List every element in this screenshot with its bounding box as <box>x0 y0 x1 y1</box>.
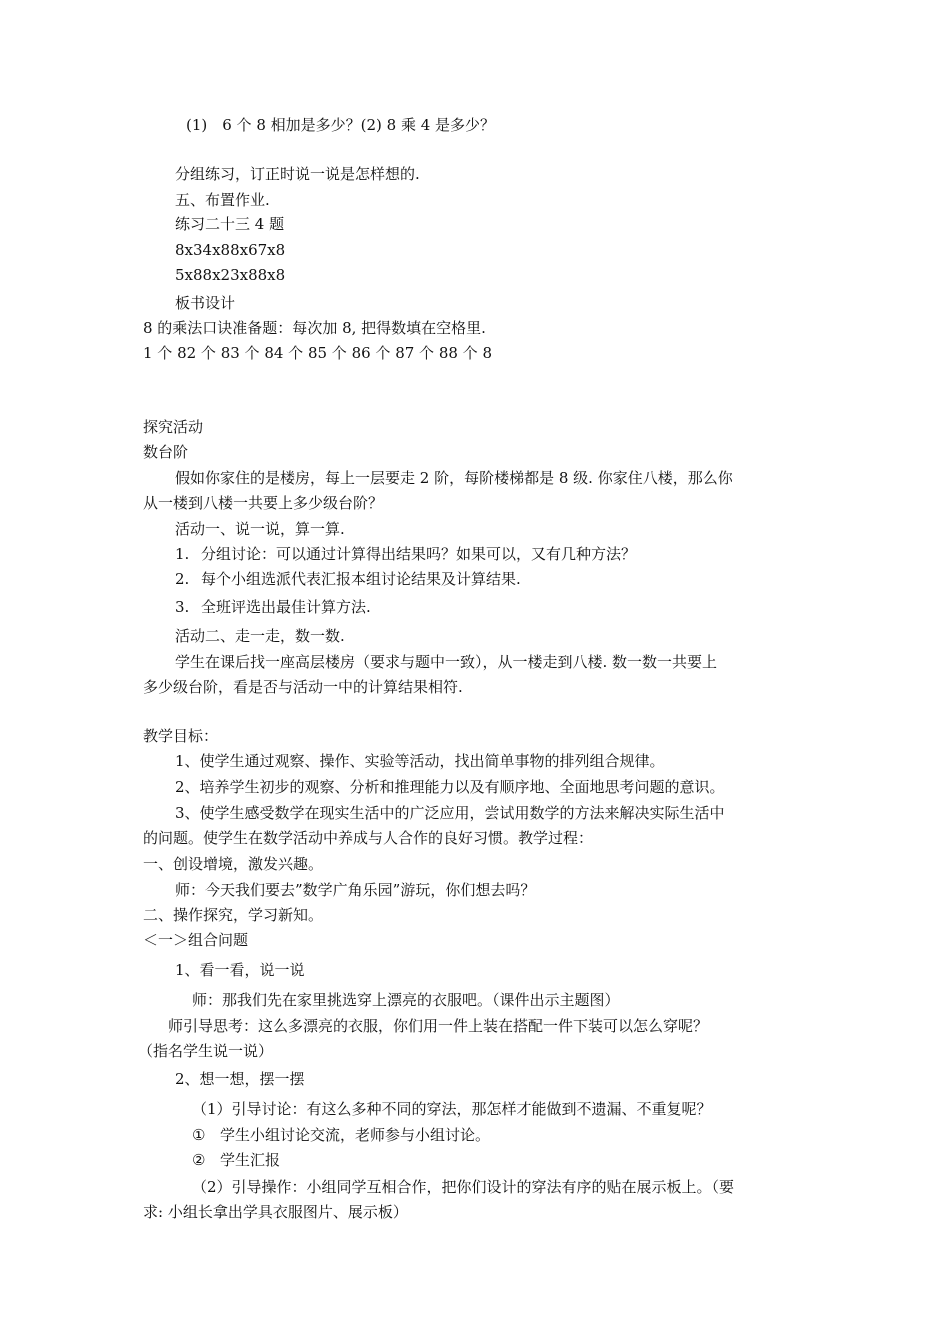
calc-line-2: 5x88x23x88x8 <box>175 266 286 284</box>
section-1-heading: 一、创设增境，激发兴趣。 <box>143 855 324 873</box>
homework-heading: 五、布置作业. <box>175 191 270 209</box>
guide-line-a: 师引导思考：这么多漂亮的衣服，你们用一件上装在搭配一件下装可以怎么穿呢？ <box>168 1017 709 1035</box>
board-line-2: 1 个 82 个 83 个 84 个 85 个 86 个 87 个 88 个 8 <box>143 344 492 362</box>
activity-item-2 <box>175 569 521 589</box>
item-number: 2. <box>175 570 190 588</box>
section-1-teacher: 师：今天我们要去”数学广角乐园”游玩，你们想去吗？ <box>175 881 536 899</box>
discussion-line: （1）引导讨论：有这么多种不同的穿法，那怎样才能做到不遗漏、不重复呢？ <box>192 1100 712 1118</box>
item-number: 1. <box>175 545 190 563</box>
explore-para-2a: 学生在课后找一座高层楼房（要求与题中一致），从一楼走到八楼. 数一数一共要上 <box>175 653 718 671</box>
explore-para-2b: 多少级台阶，看是否与活动一中的计算结果相符. <box>143 678 463 696</box>
item-text: 分组讨论：可以通过计算得出结果吗？如果可以，又有几种方法？ <box>201 545 637 563</box>
explore-subtitle: 数台阶 <box>143 443 189 461</box>
circle-text: 学生汇报 <box>220 1151 281 1169</box>
exercise-line: 练习二十三 4 题 <box>175 215 285 233</box>
look-teacher: 师：那我们先在家里挑选穿上漂亮的衣服吧。（课件出示主题图） <box>192 991 620 1009</box>
look-heading: 1、看一看，说一说 <box>175 961 305 979</box>
activity-2-heading: 活动二、走一走，数一数. <box>175 627 345 645</box>
circle-item-1 <box>192 1125 490 1145</box>
circle-item-2 <box>192 1150 280 1170</box>
goals-heading: 教学目标： <box>143 727 219 745</box>
circle-mark: ② <box>192 1151 206 1169</box>
explore-para-1b: 从一楼到八楼一共要上多少级台阶？ <box>143 494 384 512</box>
activity-item-3 <box>175 597 371 617</box>
activity-item-1 <box>175 544 636 564</box>
activity-1-heading: 活动一、说一说，算一算. <box>175 520 345 538</box>
goal-2: 2、培养学生初步的观察、分析和推理能力以及有顺序地、全面地思考问题的意识。 <box>175 778 725 796</box>
section-2-heading: 二、操作探究，学习新知。 <box>143 906 324 924</box>
practice-line: 分组练习，订正时说一说是怎样想的. <box>175 165 420 183</box>
section-2-subheading: ＜一＞组合问题 <box>143 931 249 949</box>
goal-1: 1、使学生通过观察、操作、实验等活动，找出简单事物的排列组合规律。 <box>175 752 665 770</box>
operation-line-b: 求: 小组长拿出学具衣服图片、展示板） <box>143 1203 408 1221</box>
calc-line-1: 8x34x88x67x8 <box>175 241 286 259</box>
circle-text: 学生小组讨论交流，老师参与小组讨论。 <box>220 1126 491 1144</box>
question-line: (1) 6 个 8 相加是多少？(2) 8 乘 4 是多少？ <box>186 116 496 134</box>
goal-3b: 的问题。使学生在数学活动中养成与人合作的良好习惯。教学过程： <box>143 829 594 847</box>
board-design-heading: 板书设计 <box>175 294 236 312</box>
guide-line-b: （指名学生说一说） <box>138 1042 274 1060</box>
explore-title: 探究活动 <box>143 418 204 436</box>
circle-mark: ① <box>192 1126 206 1144</box>
item-text: 全班评选出最佳计算方法. <box>201 598 371 616</box>
explore-para-1a: 假如你家住的是楼房，每上一层要走 2 阶，每阶楼梯都是 8 级. 你家住八楼，那么你 <box>175 469 733 487</box>
item-text: 每个小组选派代表汇报本组讨论结果及计算结果. <box>201 570 521 588</box>
operation-line-a: （2）引导操作：小组同学互相合作，把你们设计的穿法有序的贴在展示板上。（要 <box>192 1178 735 1196</box>
item-number: 3. <box>175 598 190 616</box>
think-heading: 2、想一想，摆一摆 <box>175 1070 305 1088</box>
goal-3a: 3、使学生感受数学在现实生活中的广泛应用，尝试用数学的方法来解决实际生活中 <box>175 804 725 822</box>
board-line-1: 8 的乘法口诀准备题：每次加 8, 把得数填在空格里. <box>143 319 486 337</box>
